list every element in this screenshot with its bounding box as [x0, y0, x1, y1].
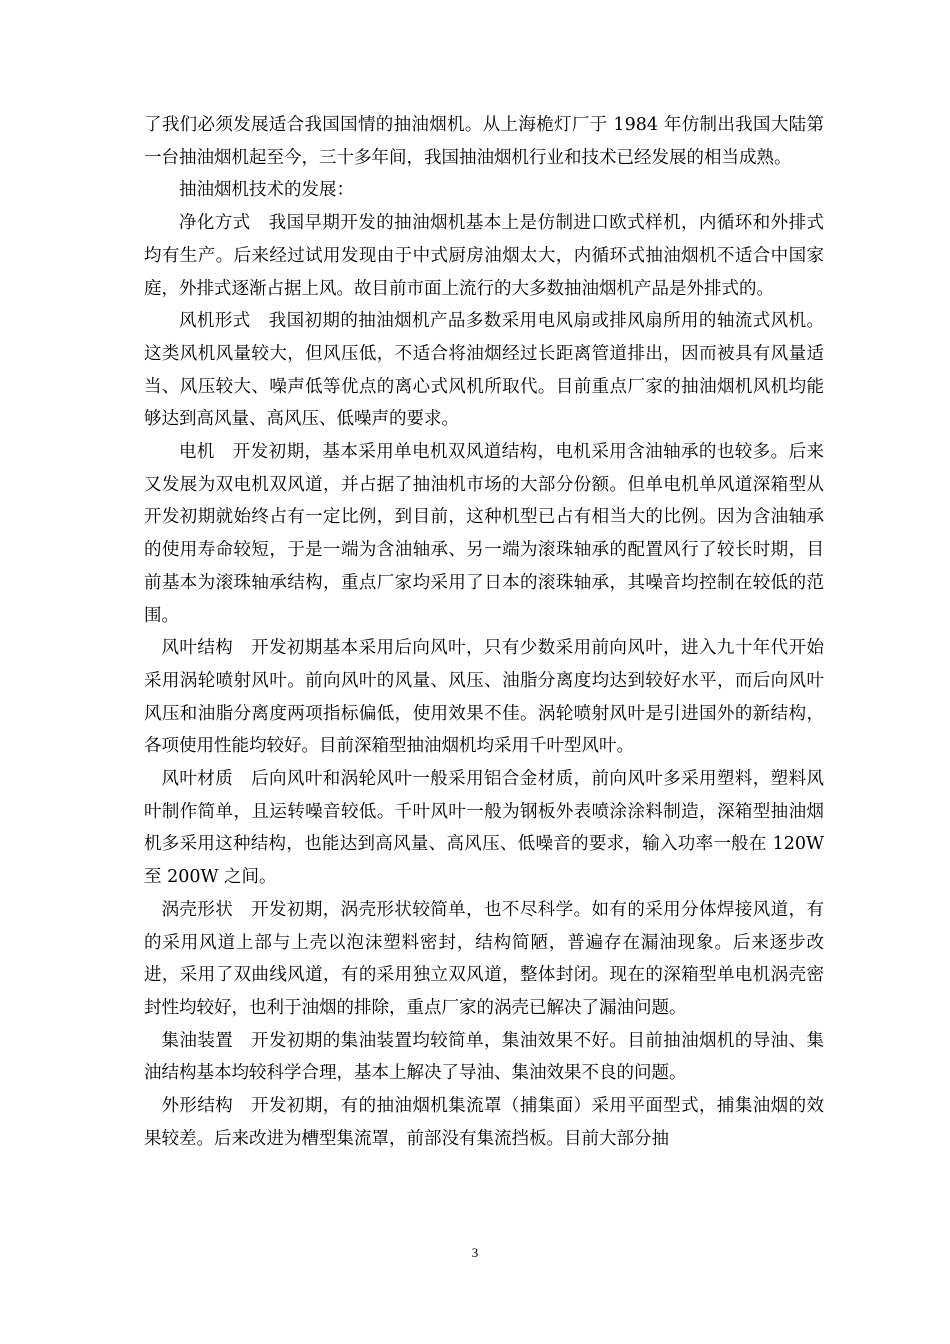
paragraph-volute-shape: 涡壳形状 开发初期，涡壳形状较简单，也不尽科学。如有的采用分体焊接风道，有的采用风道上部与上壳以泡沫塑料密封，结构简陋，普遍存在漏油现象。后来逐步改进，采用了双曲线风道，有的采用独立双风道，整体封闭。现在的深箱型单电机涡壳密封性均较好，也利于油烟的排除，重点厂家的涡壳已解决了漏油问题。 — [144, 899, 824, 1018]
paragraph-blade-structure: 风叶结构 开发初期基本采用后向风叶，只有少数采用前向风叶，进入九十年代开始采用涡轮喷射风叶。前向风叶的风量、风压、油脂分离度均达到较好水平，而后向风叶风压和油脂分离度两项指标偏低，使用效果不佳。涡轮喷射风叶是引进国外的新结构，各项使用性能均较好。目前深箱型抽油烟机均采用千叶型风叶。 — [144, 638, 824, 757]
paragraph-purification: 净化方式 我国早期开发的抽油烟机基本上是仿制进口欧式样机，内循环和外排式均有生产。后来经过试用发现由于中式厨房油烟太大，内循环式抽油烟机不适合中国家庭，外排式逐渐占据上风。故目前市面上流行的大多数抽油烟机产品是外排式的。 — [144, 213, 824, 299]
document-body — [144, 109, 824, 1156]
paragraph-exterior-structure: 外形结构 开发初期，有的抽油烟机集流罩（捕集面）采用平面型式，捕集油烟的效果较差。后来改进为槽型集流罩，前部没有集流挡板。目前大部分抽 — [144, 1096, 824, 1149]
paragraph-motor: 电机 开发初期，基本采用单电机双风道结构，电机采用含油轴承的也较多。后来又发展为双电机双风道，并占据了抽油机市场的大部分份额。但单电机单风道深箱型从开发初期就始终占有一定比例，到目前，这种机型已占有相当大的比例。因为含油轴承的使用寿命较短，于是一端为含油轴承、另一端为滚珠轴承的配置风行了较长时期，目前基本为滚珠轴承结构，重点厂家均采用了日本的滚珠轴承，其噪音均控制在较低的范围。 — [144, 442, 824, 626]
paragraph-oil-collector: 集油装置 开发初期的集油装置均较简单，集油效果不好。目前抽油烟机的导油、集油结构基本均较科学合理，基本上解决了导油、集油效果不良的问题。 — [144, 1030, 824, 1084]
page-number: 3 — [471, 1245, 479, 1260]
paragraph-blade-material: 风叶材质 后向风叶和涡轮风叶一般采用铝合金材质，前向风叶多采用塑料，塑料风叶制作简单，且运转噪音较低。千叶风叶一般为钢板外表喷涂涂料制造，深箱型抽油烟机多采用这种结构，也能达到高风量、高风压、低噪音的要求，输入功率一般在 120W 至 200W 之间。 — [144, 769, 824, 888]
paragraph-fan-type: 风机形式 我国初期的抽油烟机产品多数采用电风扇或排风扇所用的轴流式风机。这类风机风量较大，但风压低，不适合将油烟经过长距离管道排出，因而被具有风量适当、风压较大、噪声低等优点的离心式风机所取代。目前重点厂家的抽油烟机风机均能够达到高风量、高风压、低噪声的要求。 — [144, 311, 824, 430]
paragraph-intro: 了我们必须发展适合我国国情的抽油烟机。从上海桅灯厂于 1984 年仿制出我国大陆第一台抽油烟机起至今，三十多年间，我国抽油烟机行业和技术已经发展的相当成熟。 — [144, 115, 824, 168]
section-heading: 抽油烟机技术的发展： — [179, 180, 354, 201]
